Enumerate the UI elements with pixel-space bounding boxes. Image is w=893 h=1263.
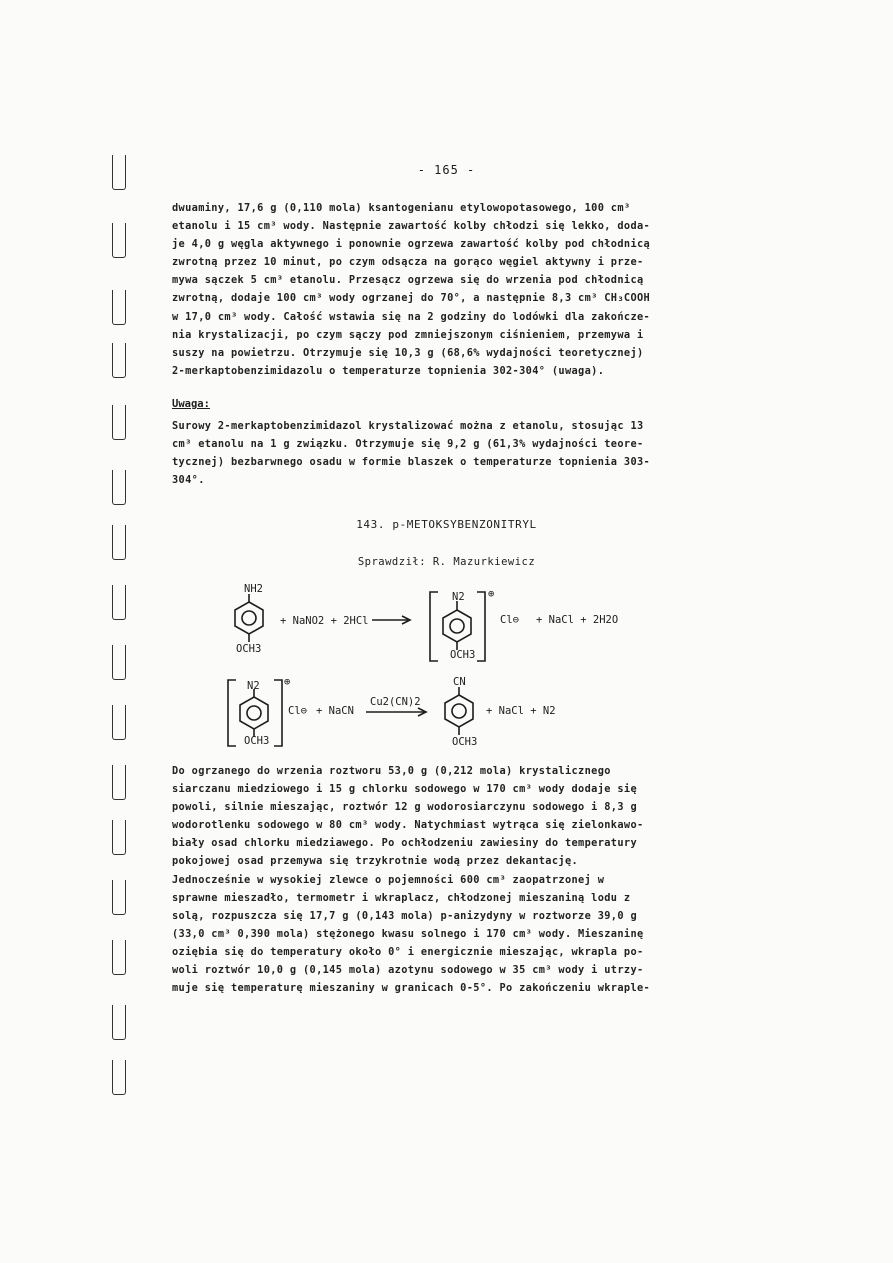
text-line: etanolu i 15 cm³ wody. Następnie zawartość kolby chłodzi się lekko, doda- bbox=[172, 220, 651, 233]
text-line: suszy na powietrzu. Otrzymuje się 10,3 g (68,6% wydajności teoretycznej) bbox=[172, 346, 644, 359]
benzene-ring-icon bbox=[443, 601, 471, 650]
text-line: sprawne mieszadło, termometr i wkraplacz, chłodzonej mieszaniną lodu z bbox=[172, 891, 631, 904]
methoxy-group-label: OCH3 bbox=[236, 643, 262, 655]
counter-ion-label: Cl⊖ bbox=[288, 705, 307, 717]
diazonium-group-label: N2 bbox=[452, 591, 465, 603]
text-line: siarczanu miedziowego i 15 g chlorku sodowego w 170 cm³ wody dodaje się bbox=[172, 783, 637, 796]
products-label: + NaCl + 2H2O bbox=[536, 614, 619, 626]
text-line: 304°. bbox=[172, 474, 205, 487]
text-line: powoli, silnie mieszając, roztwór 12 g wodorosiarczynu sodowego i 8,3 g bbox=[172, 801, 637, 814]
reagents-label: + NaNO2 + 2HCl bbox=[280, 615, 369, 627]
text-line: dwuaminy, 17,6 g (0,110 mola) ksantogenianu etylowopotasowego, 100 cm³ bbox=[172, 202, 631, 214]
text-line: je 4,0 g węgla aktywnego i ponownie ogrzewa zawartość kolby pod chłodnicą bbox=[172, 238, 651, 251]
products-label: + NaCl + N2 bbox=[486, 705, 556, 717]
diazonium-group-label: N2 bbox=[247, 680, 260, 692]
text-line: (33,0 cm³ 0,390 mola) stężonego kwasu solnego i 170 cm³ wody. Mieszaninę bbox=[172, 927, 644, 940]
methoxy-group-label: OCH3 bbox=[244, 735, 270, 747]
text-line: w 17,0 cm³ wody. Całość wstawia się na 2 godziny do lodówki dla zakończe- bbox=[172, 310, 651, 323]
text-line: Surowy 2-merkaptobenzimidazol krystalizować można z etanolu, stosując 13 bbox=[172, 420, 644, 432]
text-line: pokojowej osad przemywa się trzykrotnie wodą przez dekantację. bbox=[172, 855, 579, 868]
text-line: mywa sączek 5 cm³ etanolu. Przesącz ogrzewa się do wrzenia pod chłodnicą bbox=[172, 274, 644, 287]
benzene-ring-icon bbox=[445, 687, 473, 735]
benzene-ring-icon bbox=[235, 594, 263, 642]
counter-ion-label: Cl⊖ bbox=[500, 614, 519, 626]
page-number: - 165 - bbox=[417, 163, 476, 177]
benzene-ring-icon bbox=[240, 689, 268, 737]
text-line: muje się temperaturę mieszaniny w granicach 0-5°. Po zakończeniu wkraple- bbox=[172, 982, 651, 995]
positive-charge-label: ⊕ bbox=[284, 676, 291, 688]
text-line: nia krystalizacji, po czym sączy pod zmniejszonym ciśnieniem, przemywa i bbox=[172, 328, 644, 341]
methoxy-group-label: OCH3 bbox=[450, 649, 476, 661]
paragraph-procedure bbox=[172, 762, 650, 997]
positive-charge-label: ⊕ bbox=[488, 588, 495, 600]
checked-by: Sprawdził: R. Mazurkiewicz bbox=[357, 556, 536, 568]
text-line: zwrotną przez 10 minut, po czym odsącza na gorąco węgiel aktywny i prze- bbox=[172, 256, 644, 269]
section-title: 143. p-METOKSYBENZONITRYL bbox=[356, 518, 537, 531]
nitrile-group-label: CN bbox=[453, 676, 466, 688]
text-line: cm³ etanolu na 1 g związku. Otrzymuje się 9,2 g (61,3% wydajności teore- bbox=[172, 438, 644, 451]
reagent-label: + NaCN bbox=[316, 705, 354, 717]
text-line: zwrotną, dodaje 100 cm³ wody ogrzanej do 70°, a następnie 8,3 cm³ CH₃COOH bbox=[172, 292, 651, 305]
text-line: Do ogrzanego do wrzenia roztworu 53,0 g (0,212 mola) krystalicznego bbox=[172, 765, 611, 777]
text-line: tycznej) bezbarwnego osadu w formie blaszek o temperaturze topnienia 303- bbox=[172, 456, 651, 469]
text-line: biały osad chlorku miedziawego. Po ochłodzeniu zawiesiny do temperatury bbox=[172, 837, 637, 850]
note-heading: Uwaga: bbox=[172, 398, 210, 410]
text-line: solą, rozpuszcza się 17,7 g (0,143 mola) p-anizydyny w roztworze 39,0 g bbox=[172, 909, 637, 922]
amine-group-label: NH2 bbox=[244, 583, 263, 595]
methoxy-group-label: OCH3 bbox=[452, 736, 478, 748]
text-line: oziębia się do temperatury około 0° i energicznie mieszając, wkrapla po- bbox=[172, 945, 644, 958]
text-line: 2-merkaptobenzimidazolu o temperaturze topnienia 302-304° (uwaga). bbox=[172, 364, 605, 377]
text-line: wodorotlenku sodowego w 80 cm³ wody. Natychmiast wytrąca się zielonkawo- bbox=[172, 819, 644, 832]
text-line: woli roztwór 10,0 g (0,145 mola) azotynu sodowego w 35 cm³ wody i utrzy- bbox=[172, 964, 644, 977]
text-line: Jednocześnie w wysokiej zlewce o pojemności 600 cm³ zaopatrzonej w bbox=[172, 873, 605, 886]
catalyst-label: Cu2(CN)2 bbox=[370, 696, 421, 708]
